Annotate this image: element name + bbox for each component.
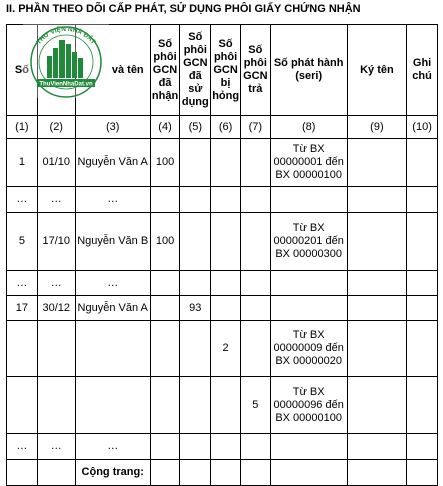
cell-returned <box>240 139 270 187</box>
col-header-used: Số phôi GCN đã sử dụng <box>180 25 211 116</box>
cell-note <box>407 296 438 321</box>
total-cell-empty <box>37 460 75 486</box>
cell-received <box>150 187 180 213</box>
cell-used <box>180 377 211 434</box>
cell-name: … <box>75 434 150 460</box>
cell-name: … <box>75 271 150 296</box>
cell-note <box>407 139 438 187</box>
column-number: (9) <box>347 116 407 139</box>
cell-signature <box>347 271 407 296</box>
cell-name: Nguyễn Văn B <box>75 213 150 271</box>
cell-stt: … <box>7 271 38 296</box>
cell-serial <box>270 271 347 296</box>
cell-stt: 5 <box>7 213 38 271</box>
cell-received <box>150 271 180 296</box>
cell-serial: Từ BX 00000009 đến BX 00000020 <box>270 321 347 377</box>
logo-text-bottom: ThuVienNhaDat.vn <box>39 81 93 88</box>
cell-serial <box>270 187 347 213</box>
column-number: (1) <box>7 116 38 139</box>
column-number: (7) <box>240 116 270 139</box>
cell-returned: 5 <box>240 377 270 434</box>
cell-damaged <box>211 213 241 271</box>
cell-note <box>407 321 438 377</box>
cell-received <box>150 296 180 321</box>
table-row <box>7 271 438 296</box>
cell-used: 93 <box>180 296 211 321</box>
cell-date: 17/10 <box>37 213 75 271</box>
col-header-received: Số phôi GCN đã nhận <box>150 25 180 116</box>
col-header-damaged: Số phôi GCN bị hỏng <box>211 25 241 116</box>
total-cell-empty <box>240 460 270 486</box>
total-label: Cộng trang: <box>75 460 150 486</box>
cell-serial: Từ BX 00000001 đến BX 00000100 <box>270 139 347 187</box>
section-title: II. PHẦN THEO DÕI CẤP PHÁT, SỬ DỤNG PHÔI GIẤY CHỨNG NHẬN <box>6 3 361 15</box>
table-row <box>7 434 438 460</box>
cell-name <box>75 377 150 434</box>
cell-used <box>180 271 211 296</box>
col-header-name: và tên <box>75 25 150 116</box>
cell-returned <box>240 434 270 460</box>
cell-stt <box>7 321 38 377</box>
cell-stt: 1 <box>7 139 38 187</box>
column-number: (5) <box>180 116 211 139</box>
cell-name: Nguyễn Văn A <box>75 296 150 321</box>
watermark-logo <box>23 24 109 98</box>
cell-date <box>37 377 75 434</box>
cell-received <box>150 377 180 434</box>
cell-damaged <box>211 434 241 460</box>
cell-used <box>180 434 211 460</box>
total-row <box>7 460 438 486</box>
table-row <box>7 213 438 271</box>
cell-returned <box>240 296 270 321</box>
logo-building-icon <box>23 24 109 98</box>
column-number: (6) <box>211 116 241 139</box>
table-row <box>7 321 438 377</box>
total-cell-empty <box>270 460 347 486</box>
total-cell-empty <box>347 460 407 486</box>
cell-serial <box>270 434 347 460</box>
cell-date <box>37 321 75 377</box>
logo-text-top: THƯ VIỆN NHÀ ĐẤT <box>35 25 97 46</box>
cell-damaged <box>211 187 241 213</box>
column-number: (3) <box>75 116 150 139</box>
total-cell-empty <box>407 460 438 486</box>
cell-note <box>407 187 438 213</box>
cell-damaged <box>211 271 241 296</box>
cell-received <box>150 321 180 377</box>
column-number: (2) <box>37 116 75 139</box>
cell-stt <box>7 377 38 434</box>
cell-returned <box>240 271 270 296</box>
col-header-note: Ghi chú <box>407 25 438 116</box>
column-number: (8) <box>270 116 347 139</box>
cell-damaged <box>211 296 241 321</box>
cell-used <box>180 187 211 213</box>
cell-received: 100 <box>150 213 180 271</box>
cell-returned <box>240 187 270 213</box>
cell-date: … <box>37 187 75 213</box>
cell-serial <box>270 296 347 321</box>
cell-signature <box>347 296 407 321</box>
column-number: (10) <box>407 116 438 139</box>
cell-returned <box>240 213 270 271</box>
cell-used <box>180 213 211 271</box>
cell-serial: Từ BX 00000201 đến BX 00000300 <box>270 213 347 271</box>
cell-note <box>407 213 438 271</box>
cell-used <box>180 139 211 187</box>
cell-signature <box>347 213 407 271</box>
table-row <box>7 187 438 213</box>
cell-name: Nguyễn Văn A <box>75 139 150 187</box>
col-header-serial: Số phát hành (seri) <box>270 25 347 116</box>
cell-signature <box>347 139 407 187</box>
cell-date: 01/10 <box>37 139 75 187</box>
cell-damaged <box>211 139 241 187</box>
total-cell-empty <box>150 460 180 486</box>
cell-date: 30/12 <box>37 296 75 321</box>
cell-date: … <box>37 434 75 460</box>
table-row <box>7 296 438 321</box>
column-number-row <box>7 116 438 139</box>
cell-stt: … <box>7 187 38 213</box>
col-header-returned: Số phôi GCN trả <box>240 25 270 116</box>
cell-name <box>75 321 150 377</box>
total-cell-empty <box>7 460 38 486</box>
cell-received <box>150 434 180 460</box>
cell-damaged: 2 <box>211 321 241 377</box>
total-cell-empty <box>211 460 241 486</box>
column-number: (4) <box>150 116 180 139</box>
cell-signature <box>347 434 407 460</box>
cell-stt: 17 <box>7 296 38 321</box>
cell-signature <box>347 187 407 213</box>
cell-note <box>407 377 438 434</box>
col-header-signature: Ký tên <box>347 25 407 116</box>
table-row <box>7 139 438 187</box>
cell-stt: … <box>7 434 38 460</box>
table-row <box>7 377 438 434</box>
cell-damaged <box>211 377 241 434</box>
cell-date: … <box>37 271 75 296</box>
cell-received: 100 <box>150 139 180 187</box>
col-header-stt: Số <box>7 25 38 116</box>
cell-signature <box>347 377 407 434</box>
cell-signature <box>347 321 407 377</box>
total-cell-empty <box>180 460 211 486</box>
cell-name: … <box>75 187 150 213</box>
cell-note <box>407 434 438 460</box>
cell-serial: Từ BX 00000096 đến BX 00000100 <box>270 377 347 434</box>
cell-returned <box>240 321 270 377</box>
cell-note <box>407 271 438 296</box>
cell-used <box>180 321 211 377</box>
